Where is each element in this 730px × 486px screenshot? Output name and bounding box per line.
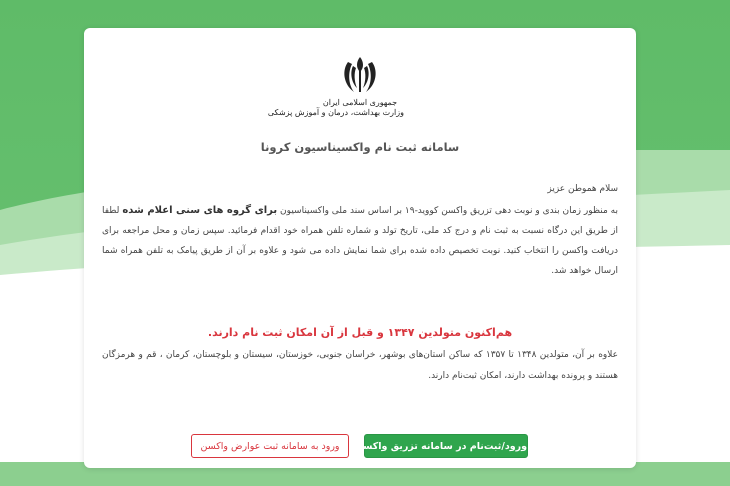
logo-ministry-text: وزارت بهداشت، درمان و آموزش پزشکی — [267, 108, 404, 117]
registration-card — [84, 28, 636, 468]
eligibility-note: علاوه بر آن، متولدین ۱۳۴۸ تا ۱۳۵۷ که ساکن استان‌های بوشهر، خراسان جنوبی، خوزستان، سیستان و بلوچستان، کرمان ، قم و هرمزگان هستند و پرونده بهداشت دارند، امکان ثبت‌نام دارند. — [102, 350, 618, 381]
page-title: سامانه ثبت نام واکسیناسیون کرونا — [260, 140, 460, 154]
logo-country-text: جمهوری اسلامی ایران — [322, 98, 398, 107]
greeting-text: سلام هموطن عزیز — [547, 184, 618, 194]
register-vaccine-button[interactable]: ورود/ثبت‌نام در سامانه تزریق واکسن — [364, 434, 528, 458]
intro-text-part1: به منظور زمان بندی و نوبت دهی تزریق واکسن کووید-۱۹ بر اساس سند ملی واکسیناسیون — [277, 206, 619, 216]
intro-bold-text: برای گروه های سنی اعلام شده — [122, 205, 278, 216]
side-effects-button[interactable]: ورود به سامانه ثبت عوارض واکسن — [191, 434, 349, 458]
intro-text-part2: لطفا از طریق این درگاه نسبت به ثبت نام و درج کد ملی، تاریخ تولد و شماره تلفن همراه خود اقدام فرمائید. سپس زمان و محل مراجعه برای دریافت واکسن را انتخاب کنید. نوبت تخصیص داده شده برای شما نمایش داده می شود و علاوه بر آن از طریق پیامک به تلفن همراه شما ارسال خواهد شد. — [102, 206, 618, 276]
eligibility-alert: هم‌اکنون متولدین ۱۳۴۷ و قبل از آن امکان ثبت نام دارند. — [207, 326, 513, 339]
iran-emblem-icon — [340, 54, 380, 96]
intro-paragraph — [102, 201, 618, 281]
